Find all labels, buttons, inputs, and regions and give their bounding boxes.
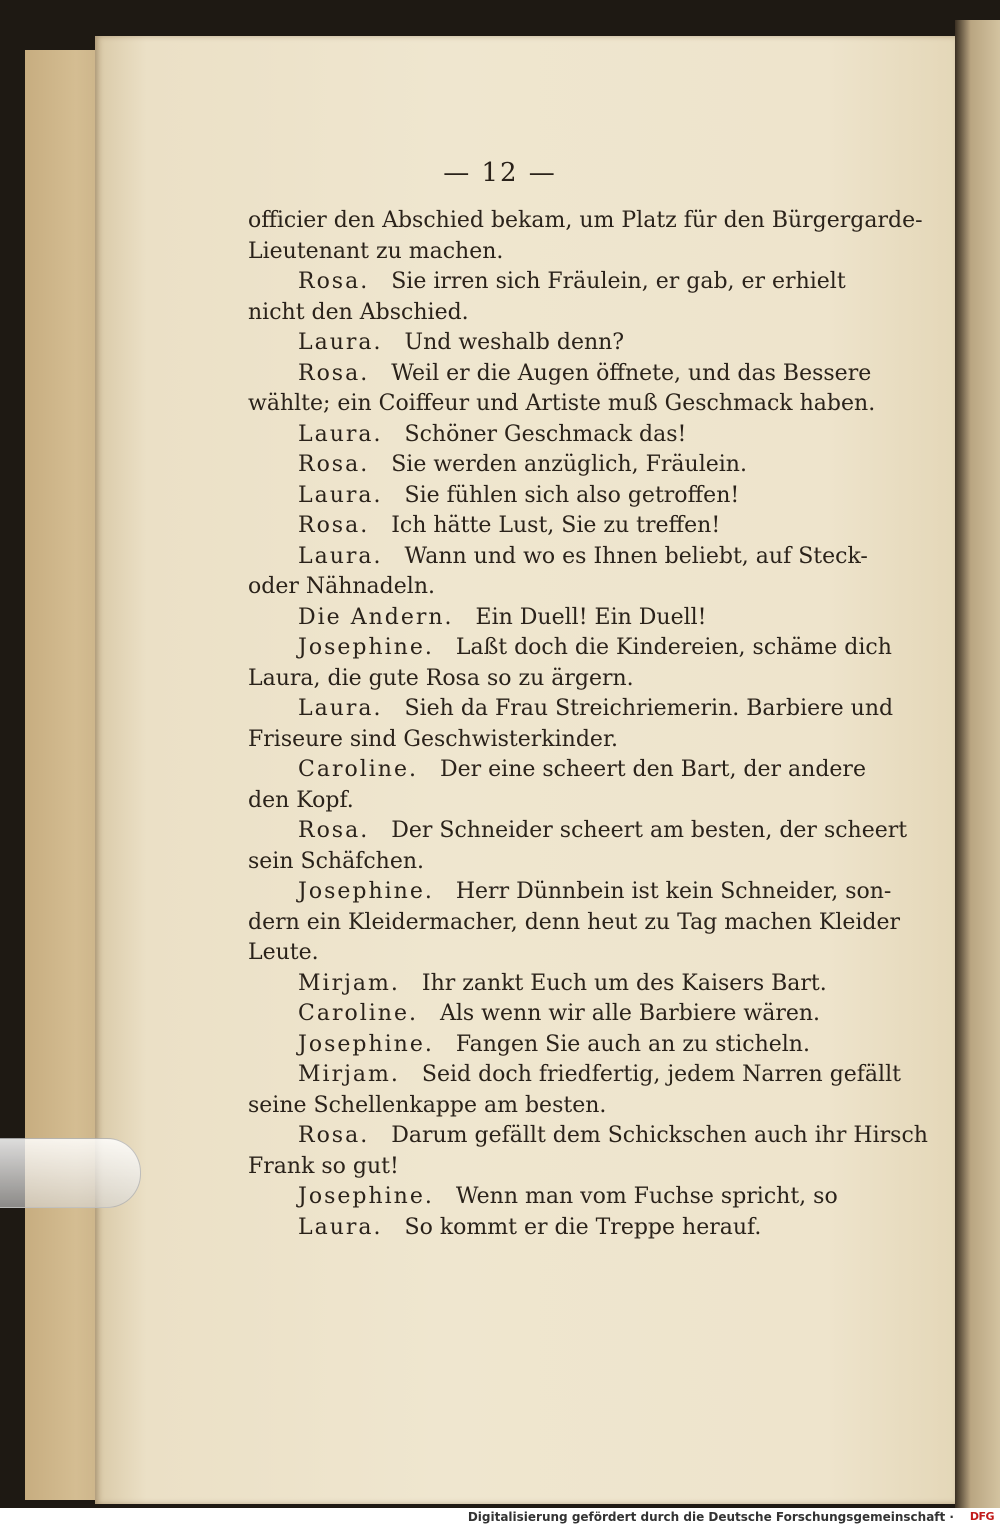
line-text: Als wenn wir alle Barbiere wären. xyxy=(439,1001,821,1026)
text-line xyxy=(248,481,860,512)
line-text: Weil er die Augen öffnete, und das Bessere xyxy=(391,360,872,386)
text-line xyxy=(248,206,923,237)
page-text xyxy=(248,206,928,1243)
line-text: Ich hätte Lust, Sie zu treffen! xyxy=(391,513,721,538)
speaker-name: Laura. xyxy=(298,421,383,447)
line-text: Friseure sind Geschwisterkinder. xyxy=(248,726,619,752)
text-line xyxy=(248,725,860,756)
speaker-name: Laura. xyxy=(298,482,383,508)
funding-credit: Digitalisierung gefördert durch die Deutsche Forschungsgemeinschaft · xyxy=(467,1510,954,1524)
text-line xyxy=(248,298,860,329)
page-number: — 12 — xyxy=(443,158,557,188)
line-text: seine Schellenkappe am besten. xyxy=(248,1092,607,1118)
speaker-name: Rosa. xyxy=(298,452,370,477)
text-line xyxy=(248,877,892,908)
line-text: Darum gefällt dem Schickschen auch ihr Hirsch xyxy=(391,1123,928,1148)
text-line xyxy=(248,450,860,481)
text-line xyxy=(248,786,860,817)
line-text: Sieh da Frau Streichriemerin. Barbiere und xyxy=(404,696,894,721)
speaker-name: Rosa. xyxy=(298,269,370,294)
text-line xyxy=(248,328,860,359)
line-text: Laura, die gute Rosa so zu ärgern. xyxy=(248,665,634,691)
text-line xyxy=(248,664,860,695)
line-text: Der eine scheert den Bart, der andere xyxy=(439,757,866,782)
speaker-name: Josephine. xyxy=(298,1031,434,1057)
text-line xyxy=(248,389,876,420)
line-text: Der Schneider scheert am besten, der scheert xyxy=(391,818,908,843)
line-text: Frank so gut! xyxy=(248,1153,399,1179)
speaker-name: Rosa. xyxy=(298,818,370,843)
line-text: Wann und wo es Ihnen beliebt, auf Steck- xyxy=(404,543,868,569)
line-text: sein Schäfchen. xyxy=(248,848,424,874)
text-line xyxy=(248,1182,860,1213)
line-text: oder Nähnadeln. xyxy=(248,574,435,599)
line-text: Sie fühlen sich also getroffen! xyxy=(404,482,740,508)
speaker-name: Caroline. xyxy=(298,757,418,782)
text-line xyxy=(248,999,860,1030)
line-text: So kommt er die Treppe herauf. xyxy=(404,1214,762,1240)
line-text: nicht den Abschied. xyxy=(248,299,469,325)
text-line xyxy=(248,267,860,298)
adjacent-page-edge xyxy=(955,20,1000,1510)
text-line xyxy=(248,237,860,268)
dfg-logo: DFG xyxy=(969,1510,994,1523)
line-text: Schöner Geschmack das! xyxy=(404,421,687,447)
text-line xyxy=(248,633,892,664)
text-line xyxy=(248,969,860,1000)
speaker-name: Rosa. xyxy=(298,1123,370,1148)
line-text: Wenn man vom Fuchse spricht, so xyxy=(455,1184,838,1209)
speaker-name: Laura. xyxy=(298,330,383,355)
text-line xyxy=(248,1030,860,1061)
text-line xyxy=(248,1091,860,1122)
text-line xyxy=(248,1152,860,1183)
line-text: Sie irren sich Fräulein, er gab, er erhielt xyxy=(391,269,846,294)
text-line xyxy=(248,1060,901,1091)
speaker-name: Laura. xyxy=(298,696,383,721)
line-text: Ein Duell! Ein Duell! xyxy=(475,604,707,630)
text-line xyxy=(248,572,860,603)
text-line xyxy=(248,908,901,939)
speaker-name: Die Andern. xyxy=(298,604,454,630)
page-holder-clip xyxy=(0,1138,141,1208)
text-line xyxy=(248,1213,860,1244)
speaker-name: Josephine. xyxy=(298,635,434,660)
line-text: Herr Dünnbein ist kein Schneider, son- xyxy=(455,879,892,904)
line-text: Ihr zankt Euch um des Kaisers Bart. xyxy=(421,970,827,996)
line-text: Laßt doch die Kindereien, schäme dich xyxy=(455,635,892,660)
speaker-name: Rosa. xyxy=(298,513,370,538)
text-line xyxy=(248,359,872,390)
line-text: den Kopf. xyxy=(248,787,354,813)
speaker-name: Caroline. xyxy=(298,1001,418,1026)
speaker-name: Laura. xyxy=(298,543,383,569)
speaker-name: Laura. xyxy=(298,1214,383,1240)
speaker-name: Mirjam. xyxy=(298,970,400,996)
text-line xyxy=(248,511,860,542)
line-text: Fangen Sie auch an zu sticheln. xyxy=(455,1031,810,1057)
line-text: Leute. xyxy=(248,940,319,965)
text-line xyxy=(248,603,860,634)
line-text: officier den Abschied bekam, um Platz für den Bürgergarde- xyxy=(248,208,923,233)
line-text: Und weshalb denn? xyxy=(404,330,625,355)
line-text: Seid doch friedfertig, jedem Narren gefällt xyxy=(421,1062,901,1087)
text-line xyxy=(248,694,894,725)
speaker-name: Mirjam. xyxy=(298,1062,400,1087)
text-line xyxy=(248,847,860,878)
text-line xyxy=(248,420,860,451)
speaker-name: Josephine. xyxy=(298,1184,434,1209)
line-text: wählte; ein Coiffeur und Artiste muß Geschmack haben. xyxy=(248,391,876,416)
line-text: Lieutenant zu machen. xyxy=(248,238,504,264)
text-line xyxy=(248,755,866,786)
line-text: dern ein Kleidermacher, denn heut zu Tag machen Kleider xyxy=(248,909,901,935)
text-line xyxy=(248,542,868,573)
text-line xyxy=(248,938,860,969)
text-line xyxy=(248,1121,928,1152)
text-line xyxy=(248,816,908,847)
speaker-name: Josephine. xyxy=(298,879,434,904)
line-text: Sie werden anzüglich, Fräulein. xyxy=(391,452,747,477)
speaker-name: Rosa. xyxy=(298,360,370,386)
